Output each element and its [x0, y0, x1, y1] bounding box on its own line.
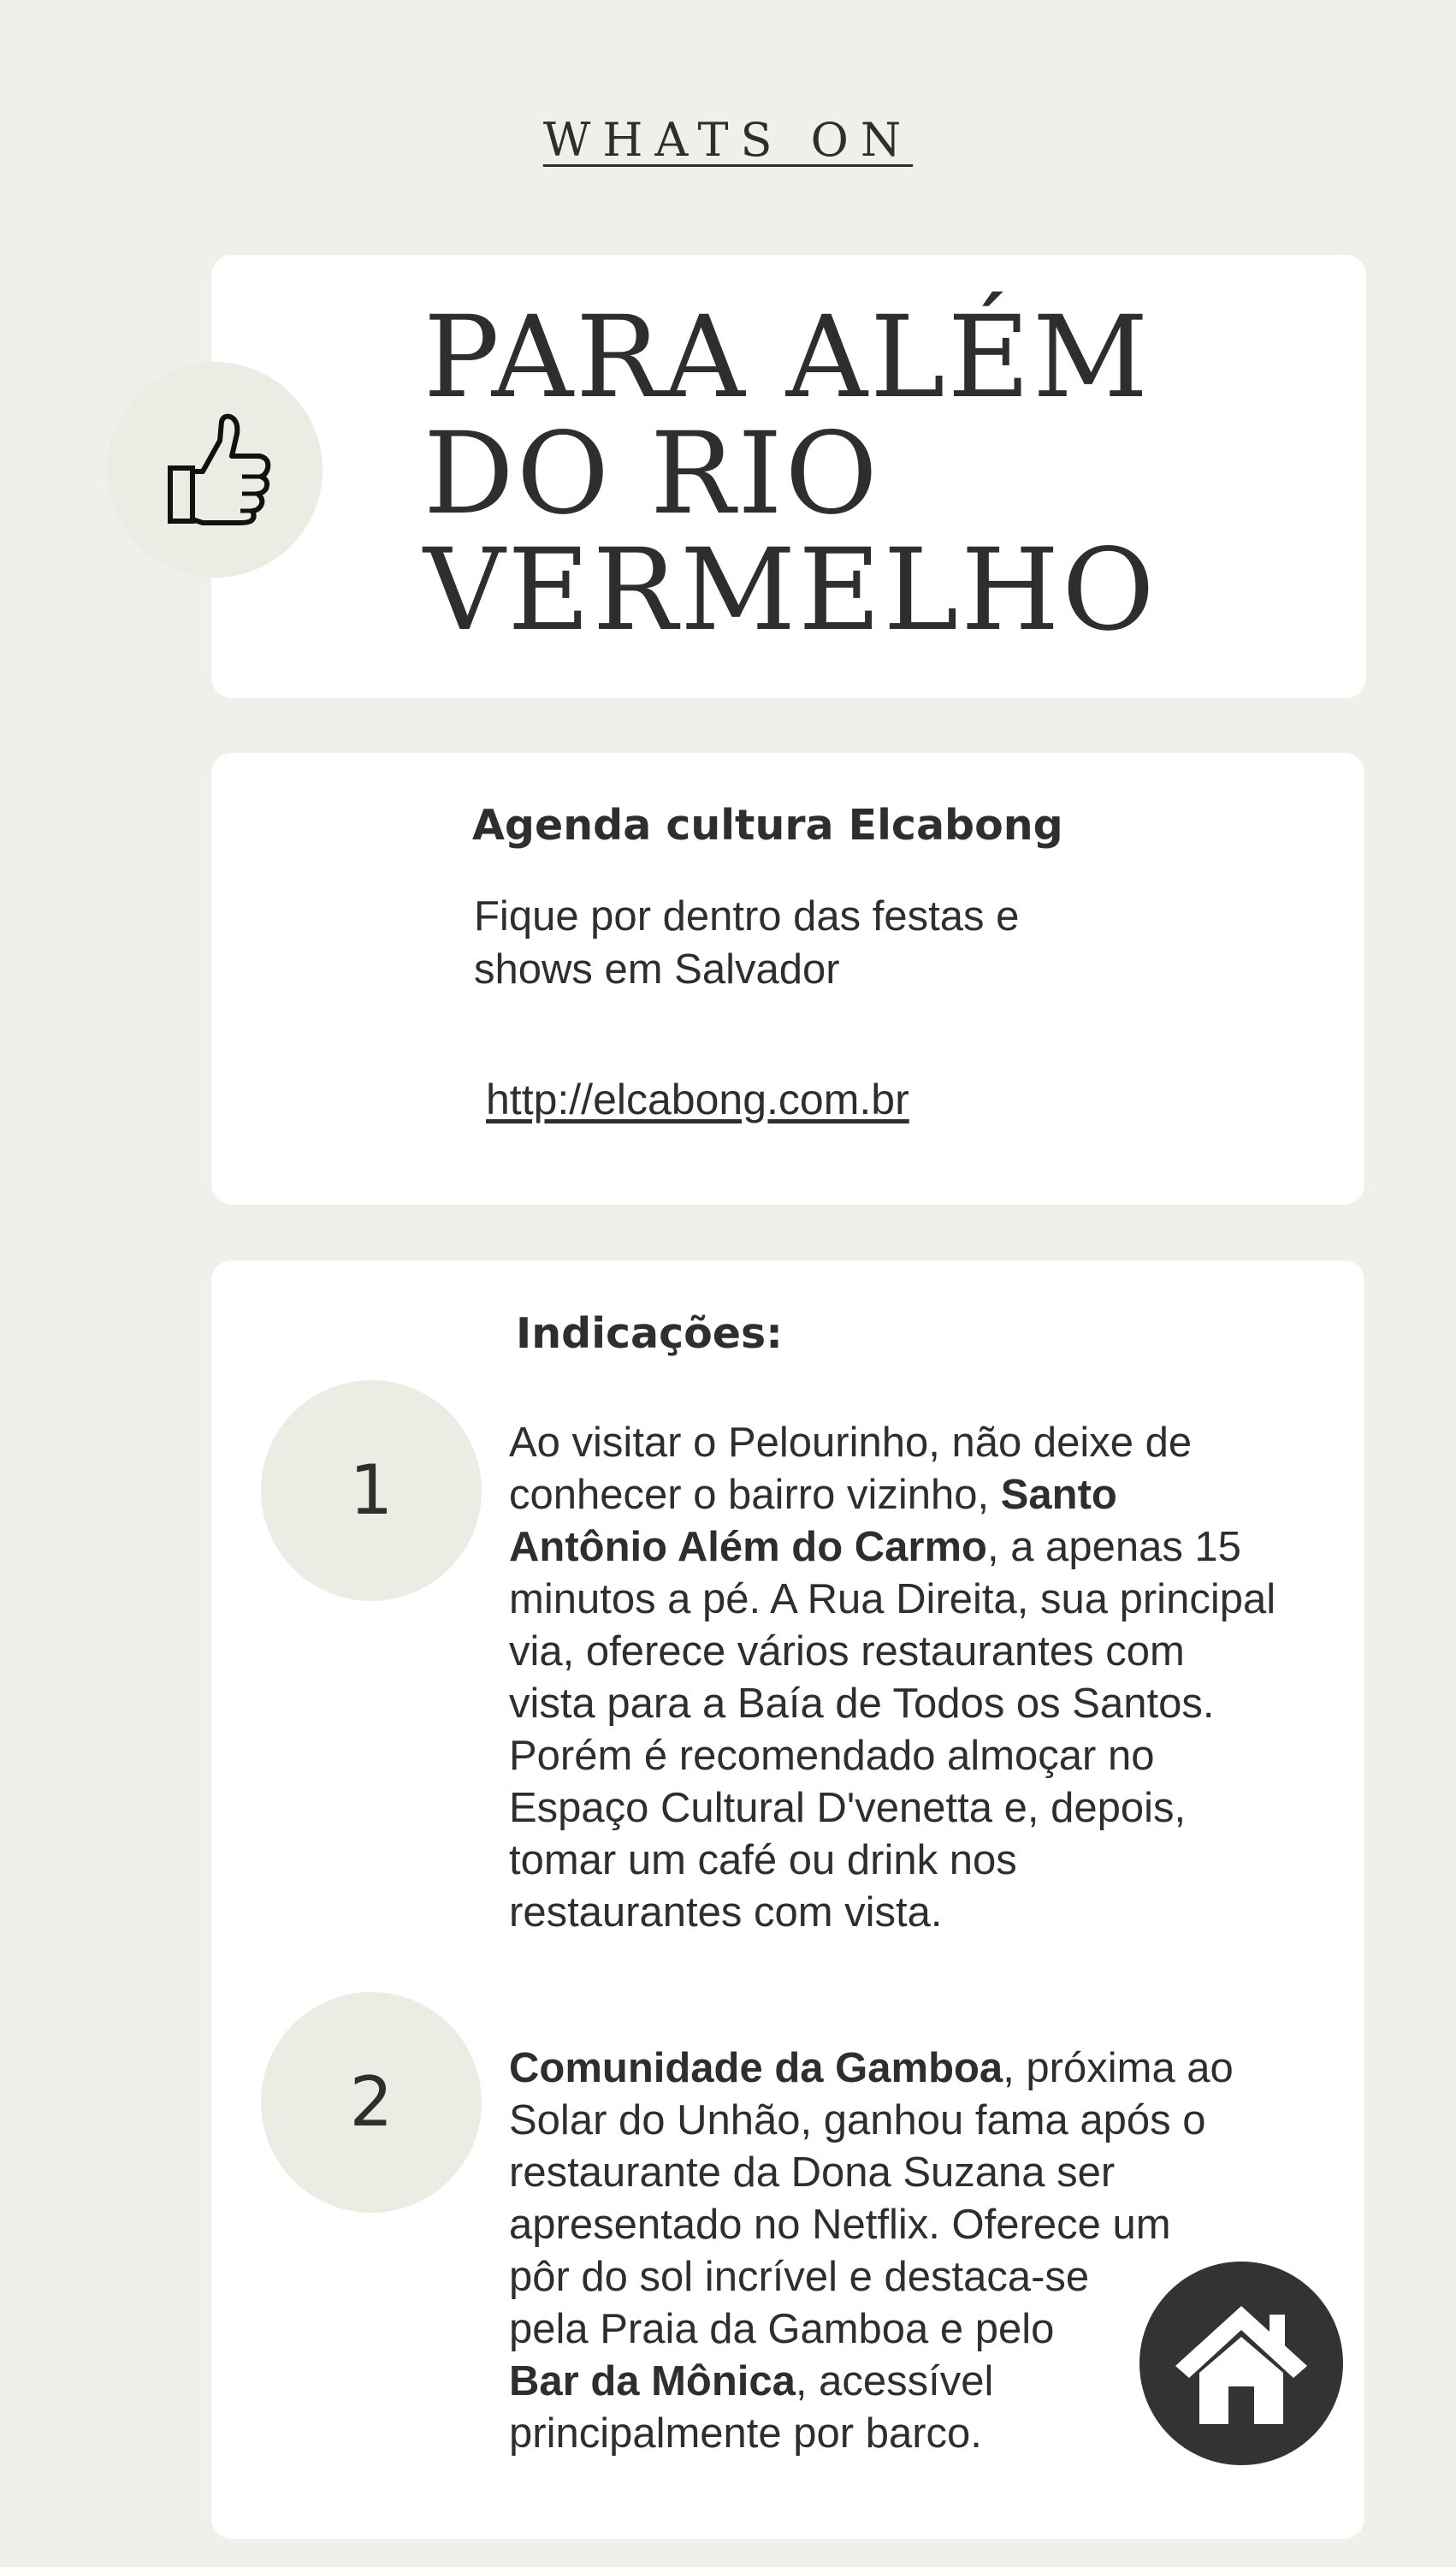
highlight-text: Bar da Mônica	[509, 2358, 796, 2404]
agenda-subtitle	[474, 890, 1244, 996]
agenda-subtitle-line: Fique por dentro das festas e	[474, 893, 1020, 940]
home-icon	[1160, 2280, 1323, 2443]
agenda-title: Agenda cultura Elcabong	[472, 801, 1063, 850]
paragraph-line	[509, 1835, 1330, 1887]
body-text: apresentado no Netflix. Oferece um	[509, 2202, 1171, 2248]
paragraph-line	[509, 2042, 1330, 2095]
paragraph-line	[509, 1730, 1330, 1782]
paragraph-line	[509, 2199, 1330, 2251]
item-number-badge: 2	[261, 1992, 482, 2213]
title-line: PARA ALÉM	[423, 292, 1151, 424]
body-text: pela Praia da Gamboa e pelo	[509, 2306, 1055, 2352]
highlight-text: Antônio Além do Carmo	[509, 1524, 987, 1570]
body-text: , próxima ao	[1003, 2045, 1234, 2091]
body-text: Espaço Cultural D'venetta e, depois,	[509, 1785, 1187, 1831]
item-1-description	[509, 1417, 1330, 1939]
body-text: vista para a Baía de Todos os Santos.	[509, 1681, 1215, 1727]
paragraph-line	[509, 2095, 1330, 2147]
home-button[interactable]	[1139, 2262, 1343, 2465]
highlight-text: Comunidade da Gamboa	[509, 2045, 1003, 2091]
agenda-subtitle-line: shows em Salvador	[474, 946, 840, 993]
title-line: VERMELHO	[423, 525, 1157, 656]
body-text: conhecer o bairro vizinho,	[509, 1472, 1001, 1518]
title-line: DO RIO	[423, 408, 880, 540]
body-text: principalmente por barco.	[509, 2410, 982, 2457]
thumbs-up-badge	[107, 362, 323, 578]
page-title	[423, 292, 1322, 656]
whats-on-link[interactable]: WHATS ON	[542, 113, 914, 167]
elcabong-link[interactable]: http://elcabong.com.br	[486, 1076, 909, 1123]
body-text: Porém é recomendado almoçar no	[509, 1733, 1155, 1779]
paragraph-line	[509, 1678, 1330, 1730]
paragraph-line	[509, 1887, 1330, 1939]
paragraph-line	[509, 1521, 1330, 1574]
highlight-text: Santo	[1000, 1472, 1117, 1518]
body-text: pôr do sol incrível e destaca-se	[509, 2254, 1090, 2300]
body-text: Solar do Unhão, ganhou fama após o	[509, 2097, 1206, 2143]
whats-on-link-wrapper	[0, 113, 1456, 167]
paragraph-line	[509, 2147, 1330, 2199]
paragraph-line	[509, 1469, 1330, 1521]
body-text: restaurante da Dona Suzana ser	[509, 2149, 1116, 2196]
body-text: Ao visitar o Pelourinho, não deixe de	[509, 1420, 1193, 1466]
body-text: , a apenas 15	[986, 1524, 1241, 1570]
paragraph-line	[509, 1417, 1330, 1469]
item-number-badge: 1	[261, 1380, 482, 1601]
body-text: via, oferece vários restaurantes com	[509, 1628, 1185, 1675]
paragraph-line	[509, 1626, 1330, 1678]
body-text: minutos a pé. A Rua Direita, sua principal	[509, 1576, 1276, 1622]
body-text: tomar um café ou drink nos	[509, 1837, 1017, 1883]
indicacoes-title: Indicações:	[516, 1309, 783, 1358]
paragraph-line	[509, 1574, 1330, 1626]
paragraph-line	[509, 1782, 1330, 1835]
body-text: , acessível	[795, 2358, 994, 2404]
thumbs-up-icon	[150, 405, 280, 535]
body-text: restaurantes com vista.	[509, 1889, 943, 1936]
